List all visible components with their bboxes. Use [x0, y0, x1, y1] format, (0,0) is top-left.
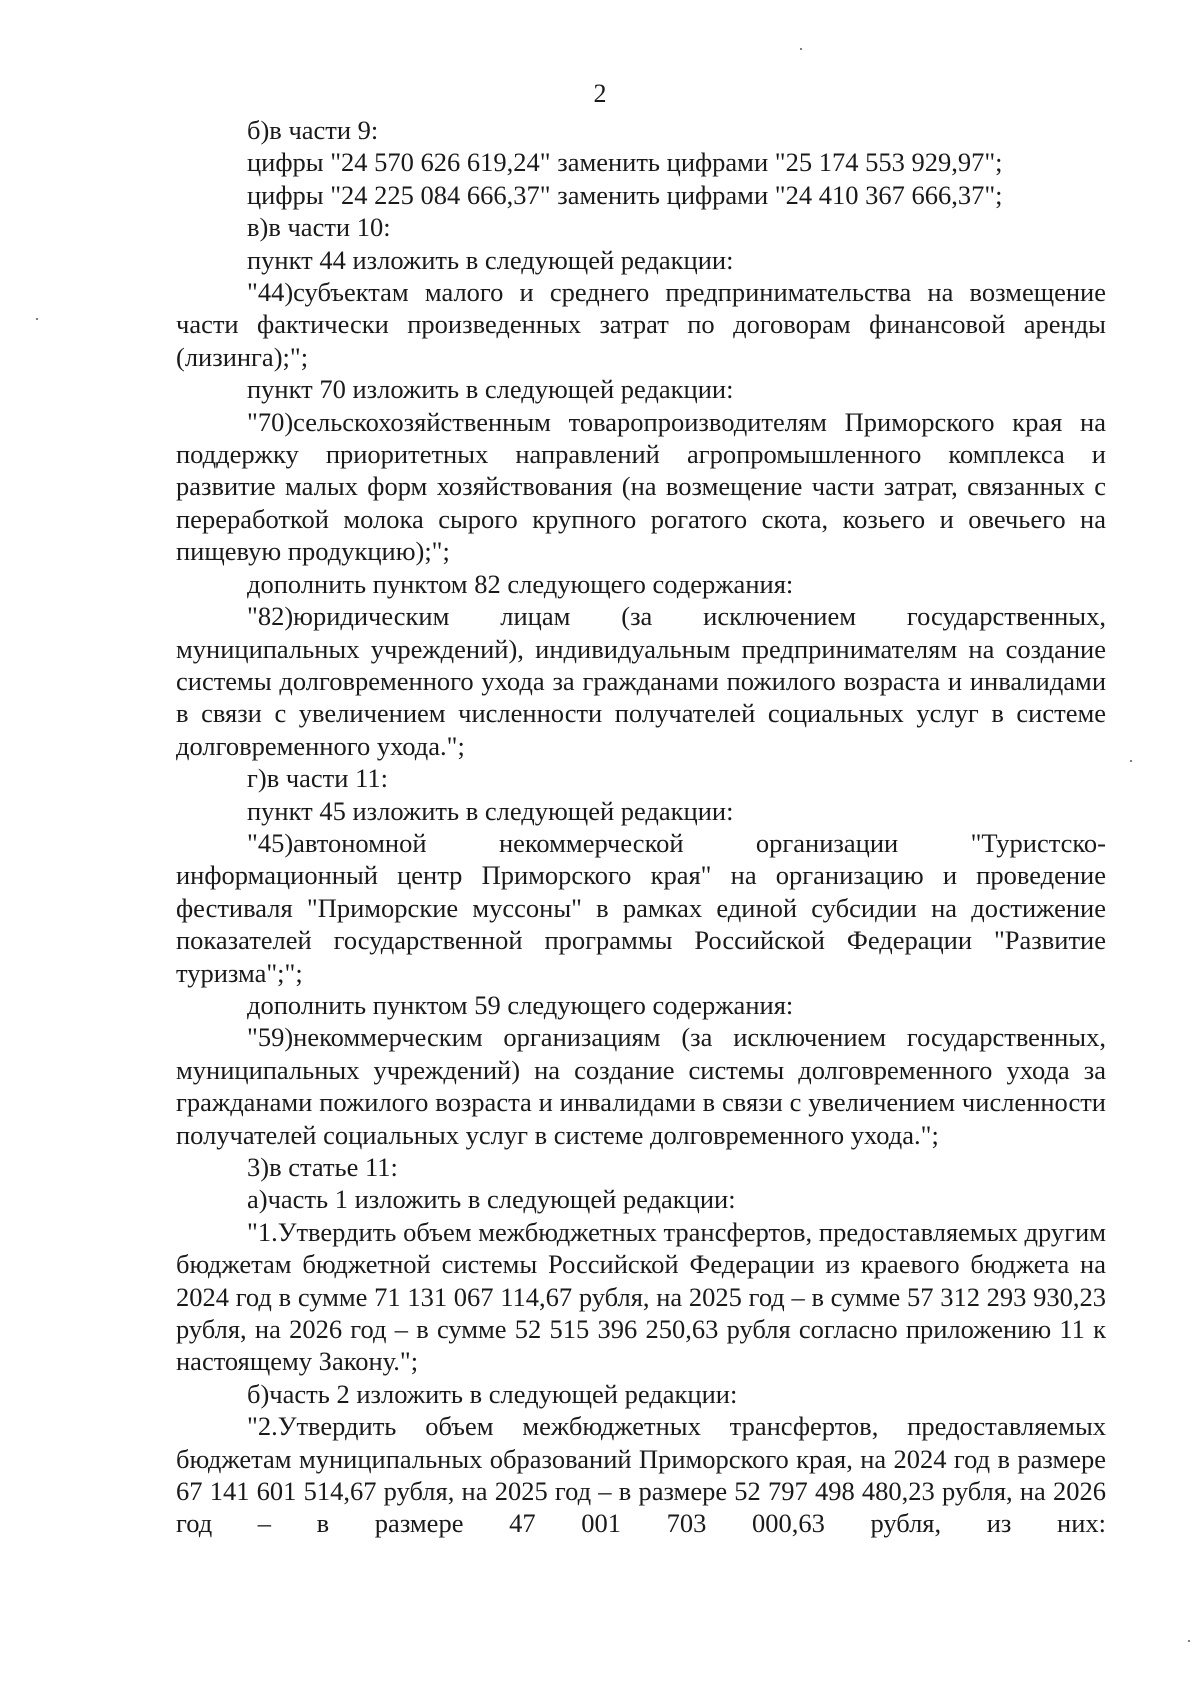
scan-speck: [36, 318, 38, 320]
scan-speck: [800, 48, 802, 50]
scan-speck: [1130, 760, 1132, 762]
paragraph: б)часть 2 изложить в следующей редакции:: [247, 1378, 738, 1409]
paragraph: цифры "24 225 084 666,37" заменить цифрами "24 410 367 666,37";: [247, 179, 1003, 210]
scan-speck: [1188, 1640, 1190, 1642]
paragraph: "2.Утвердить объем межбюджетных трансфертов, предоставляемых бюджетам муниципальных образований Приморского края, на 2024 год в размере 67 141 601 514,67 рубля, на 2025 год – в размере 52 797 498 480,23 рубля, на 2026 год – в размере 47 001 703 000,63 рубля, из них:: [176, 1411, 1106, 1539]
paragraph: "45)автономной некоммерческой организации "Туристско-информационный центр Приморского края" на организацию и проведение фестиваля "Приморские муссоны" в рамках единой субсидии на достижение показателей государственной программы Российской Федерации "Развитие туризма";";: [176, 827, 1106, 988]
paragraph: "70)сельскохозяйственным товаропроизводителям Приморского края на поддержку приоритетных направлений агропромышленного комплекса и развитие малых форм хозяйствования (на возмещение части затрат, связанных с переработкой молока сырого крупного рогатого скота, козьего и овечьего на пищевую продукцию);";: [176, 406, 1106, 567]
paragraph: в)в части 10:: [247, 212, 391, 243]
paragraph: а)часть 1 изложить в следующей редакции:: [247, 1184, 736, 1215]
paragraph: "44)субъектам малого и среднего предпринимательства на возмещение части фактически произведенных затрат по договорам финансовой аренды (лизинга);";: [176, 277, 1106, 372]
paragraph: г)в части 11:: [247, 763, 388, 794]
document-body: [176, 114, 1106, 1540]
paragraph: пункт 44 изложить в следующей редакции:: [247, 244, 734, 275]
paragraph: "82)юридическим лицам (за исключением государственных, муниципальных учреждений), индивидуальным предпринимателям на создание системы долговременного ухода за гражданами пожилого возраста и инвалидами в связи с увеличением численности получателей социальных услуг в системе долговременного ухода.";: [176, 601, 1106, 761]
paragraph: пункт 45 изложить в следующей редакции:: [247, 795, 734, 826]
paragraph: дополнить пунктом 59 следующего содержания:: [247, 989, 794, 1020]
paragraph: пункт 70 изложить в следующей редакции:: [247, 374, 734, 405]
page-number: 2: [593, 79, 607, 108]
paragraph: 3)в статье 11:: [247, 1152, 398, 1182]
paragraph: "1.Утвердить объем межбюджетных трансфертов, предоставляемых другим бюджетам бюджетной системы Российской Федерации из краевого бюджета на 2024 год в сумме 71 131 067 114,67 рубля, на 2025 год – в сумме 57 312 293 930,23 рубля, на 2026 год – в сумме 52 515 396 250,63 рубля согласно приложению 11 к настоящему Закону.";: [176, 1216, 1106, 1377]
paragraph: дополнить пунктом 82 следующего содержания:: [247, 568, 794, 599]
paragraph: "59)некоммерческим организациям (за исключением государственных, муниципальных учреждений) на создание системы долговременного ухода за гражданами пожилого возраста и инвалидами в связи с увеличением численности получателей социальных услуг в системе долговременного ухода.";: [176, 1022, 1106, 1150]
paragraph: цифры "24 570 626 619,24" заменить цифрами "25 174 553 929,97";: [247, 147, 1003, 178]
paragraph: б)в части 9:: [247, 115, 379, 145]
